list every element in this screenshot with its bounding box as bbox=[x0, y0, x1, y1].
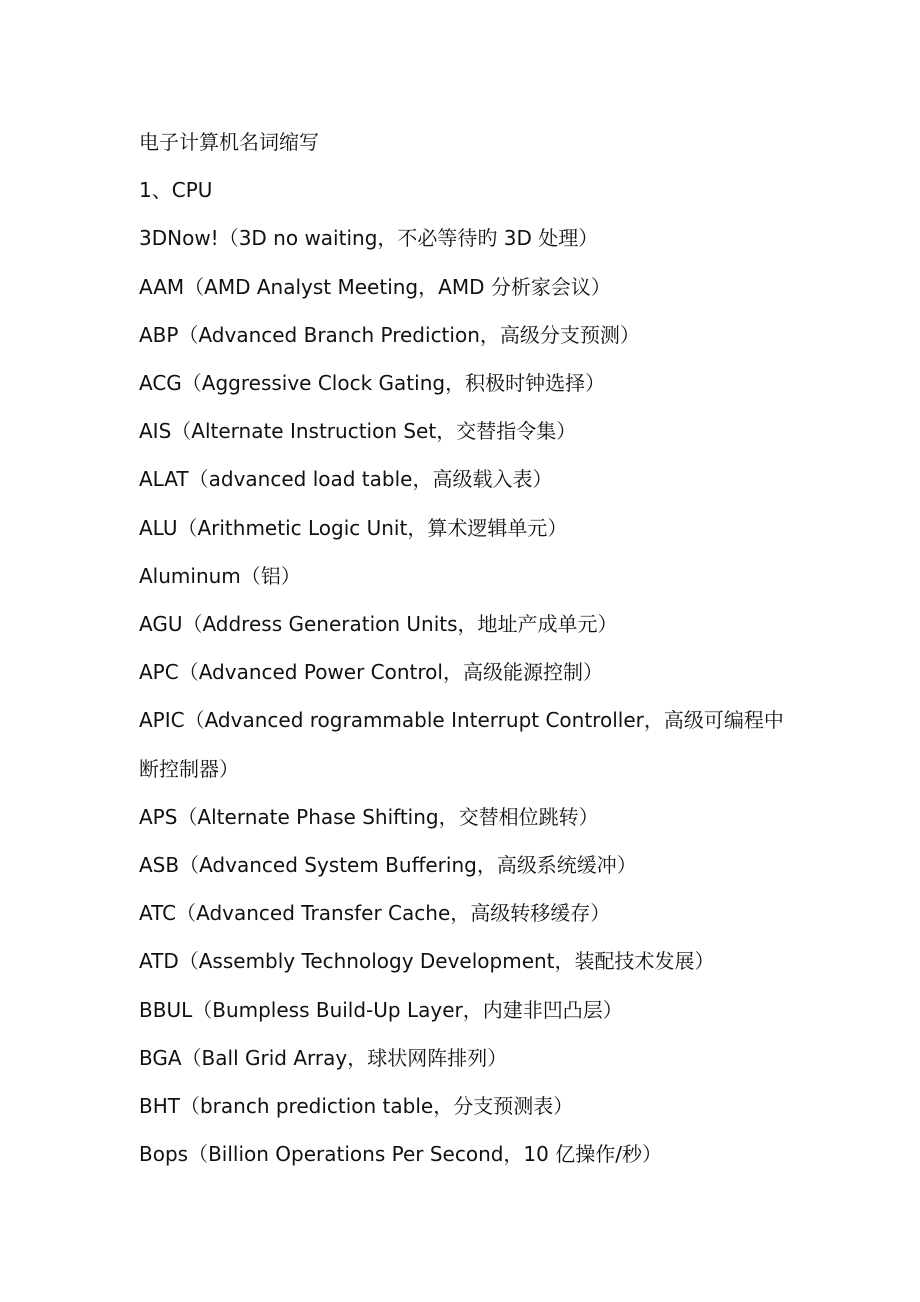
list-item: AAM（AMD Analyst Meeting，AMD 分析家会议） bbox=[139, 274, 611, 299]
list-item: Bops（Billion Operations Per Second，10 亿操作/秒） bbox=[139, 1142, 662, 1167]
list-item: APIC（Advanced rogrammable Interrupt Controller，高级可编程中断控制器） bbox=[139, 708, 784, 781]
list-item: APC（Advanced Power Control，高级能源控制） bbox=[139, 660, 603, 685]
section-heading: 1、CPU bbox=[139, 178, 213, 203]
document-body bbox=[139, 118, 799, 1178]
list-item: ALAT（advanced load table，高级载入表） bbox=[139, 467, 553, 492]
list-item: 3DNow!（3D no waiting，不必等待旳 3D 处理） bbox=[139, 226, 599, 251]
list-item: BBUL（Bumpless Build-Up Layer，内建非凹凸层） bbox=[139, 997, 623, 1022]
list-item: AGU（Address Generation Units，地址产成单元） bbox=[139, 612, 618, 637]
document-title: 电子计算机名词缩写 bbox=[139, 130, 319, 154]
list-item: ABP（Advanced Branch Prediction，高级分支预测） bbox=[139, 322, 640, 347]
list-item: ATC（Advanced Transfer Cache，高级转移缓存） bbox=[139, 901, 611, 926]
list-item: Aluminum（铝） bbox=[139, 563, 301, 588]
list-item: AIS（Alternate Instruction Set，交替指令集） bbox=[139, 419, 577, 444]
list-item: ASB（Advanced System Buffering，高级系统缓冲） bbox=[139, 853, 637, 878]
list-item: BGA（Ball Grid Array，球状网阵排列） bbox=[139, 1045, 508, 1070]
list-item: ALU（Arithmetic Logic Unit，算术逻辑单元） bbox=[139, 515, 568, 540]
list-item: ACG（Aggressive Clock Gating，积极时钟选择） bbox=[139, 371, 606, 396]
list-item: BHT（branch prediction table，分支预测表） bbox=[139, 1094, 574, 1119]
list-item: ATD（Assembly Technology Development，装配技术发展） bbox=[139, 949, 715, 974]
list-item: APS（Alternate Phase Shifting，交替相位跳转） bbox=[139, 804, 599, 829]
